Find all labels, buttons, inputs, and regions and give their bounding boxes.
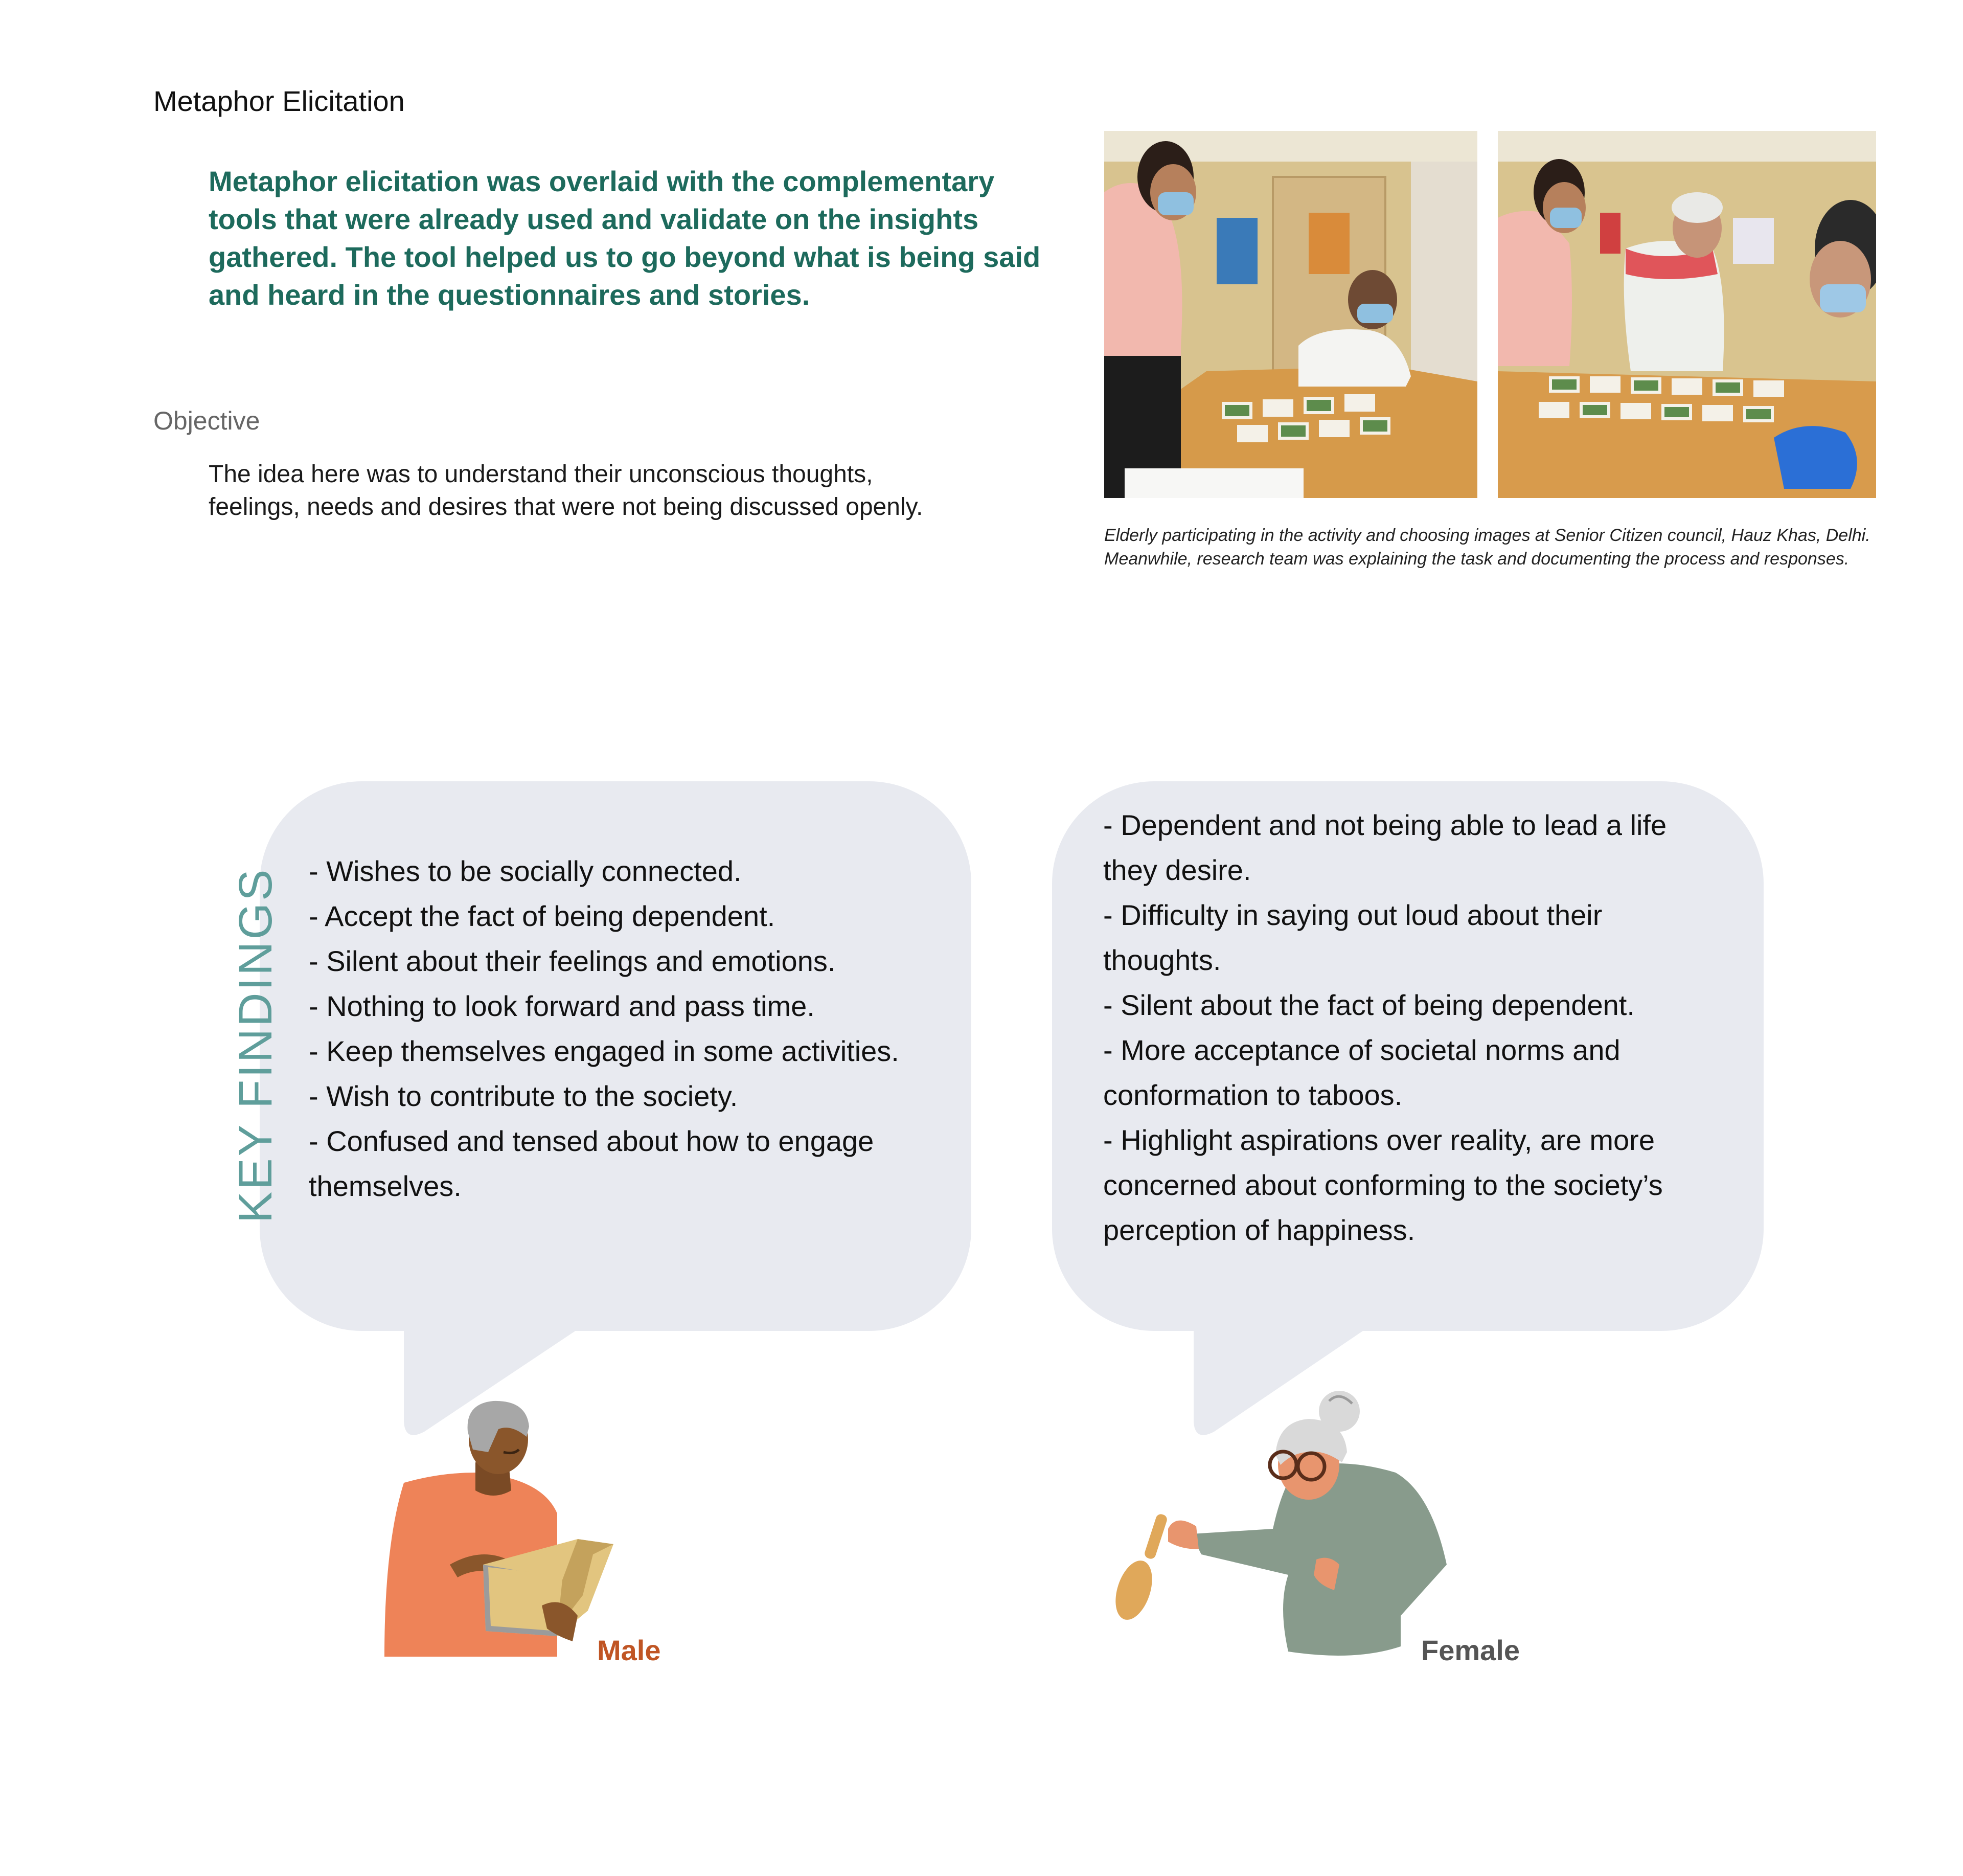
female-finding-line: perception of happiness. [1103,1214,1416,1246]
female-finding-line: - Difficulty in saying out loud about their [1103,899,1603,931]
objective-line: The idea here was to understand their unconscious thoughts, [209,461,873,488]
section-title: Metaphor Elicitation [153,85,405,117]
female-findings-list [1103,803,1667,1253]
male-finding-line: - Nothing to look forward and pass time. [309,990,815,1022]
male-finding-line: - Wish to contribute to the society. [309,1080,738,1112]
female-persona-icon [1109,1391,1447,1656]
male-finding-line: - Keep themselves engaged in some activities. [309,1035,899,1067]
male-findings-list [309,849,899,1209]
key-findings-heading: KEY FINDINGS [230,867,282,1223]
intro-statement: Metaphor elicitation was overlaid with the complementary tools that were already used and validate on the insights gathered. The tool helped us to go beyond what is being said and heard in the questionnaires and stories. [209,165,1041,311]
female-finding-line: - Highlight aspirations over reality, are more [1103,1124,1655,1156]
male-finding-line: - Wishes to be socially connected. [309,855,742,887]
female-label: Female [1421,1634,1520,1666]
male-finding-line: themselves. [309,1170,462,1202]
objective-label: Objective [153,406,260,435]
photo-caption: Elderly participating in the activity and choosing images at Senior Citizen council, Hauz Khas, Delhi. Meanwhile, research team was explaining the task and documenting the process and responses. [1104,526,1870,569]
female-finding-line: thoughts. [1103,944,1221,976]
female-finding-line: - More acceptance of societal norms and [1103,1034,1620,1066]
male-persona-icon [384,1401,613,1657]
female-finding-line: conformation to taboos. [1103,1079,1403,1111]
male-finding-line: - Accept the fact of being dependent. [309,900,775,932]
male-finding-line: - Silent about their feelings and emotions. [309,945,836,977]
objective-line: feelings, needs and desires that were not being discussed openly. [209,493,923,521]
female-finding-line: they desire. [1103,854,1251,886]
female-finding-line: - Dependent and not being able to lead a life [1103,809,1667,841]
female-finding-line: - Silent about the fact of being dependent. [1103,989,1635,1021]
male-finding-line: - Confused and tensed about how to engage [309,1125,874,1157]
male-label: Male [597,1634,661,1666]
female-finding-line: concerned about conforming to the society’s [1103,1169,1663,1201]
